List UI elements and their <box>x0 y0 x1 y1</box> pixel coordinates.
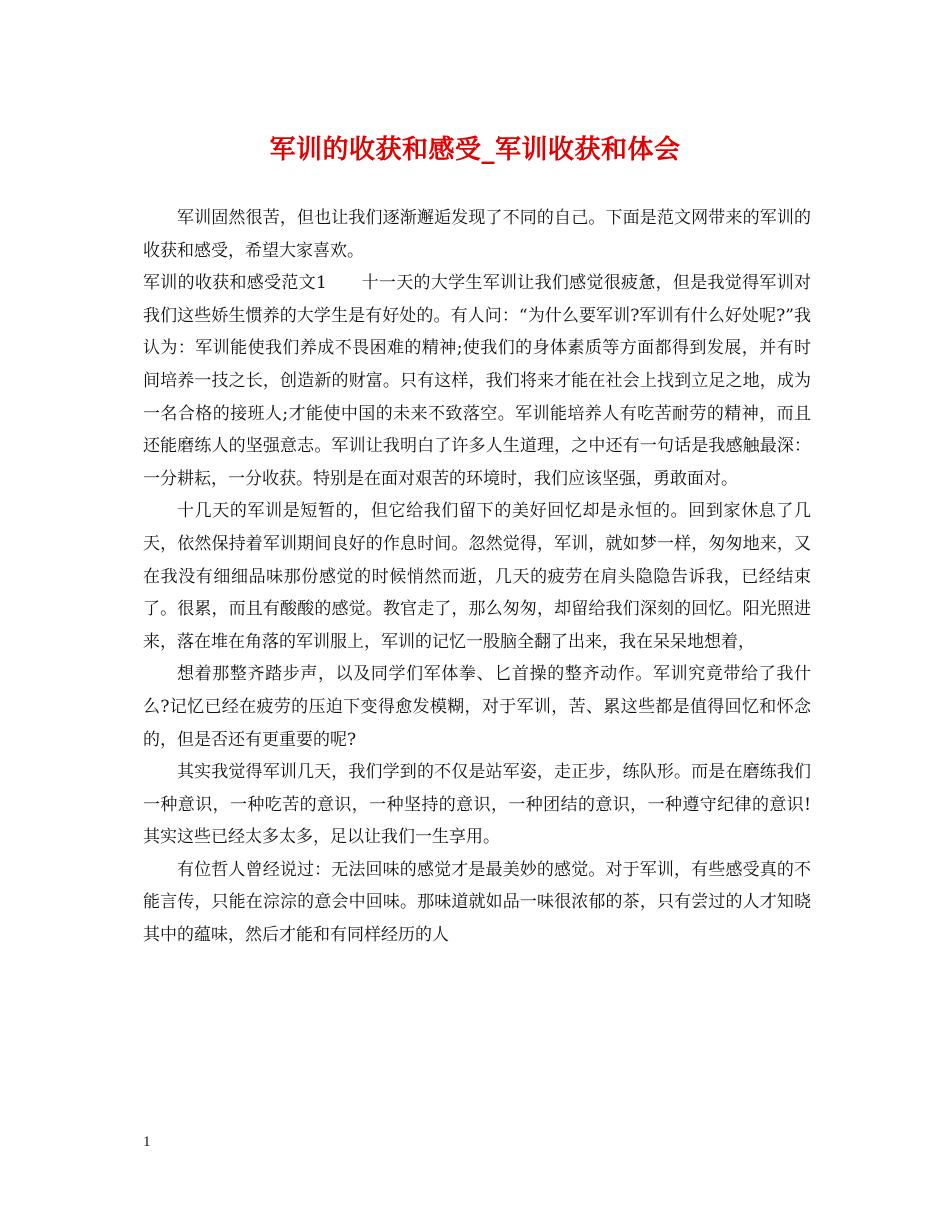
paragraph-4: 想着那整齐踏步声，以及同学们军体拳、匕首操的整齐动作。军训究竟带给了我什么?记忆已经在疲劳的压迫下变得愈发模糊，对于军训，苦、累这些都是值得回忆和怀念的，但是否还有更重要的呢? <box>143 664 811 750</box>
paragraph-3: 十几天的军训是短暂的，但它给我们留下的美好回忆却是永恒的。回到家休息了几天，依然保持着军训期间良好的作息时间。忽然觉得，军训，就如梦一样，匆匆地来，又在我没有细细品味那份感觉的时候悄然而逝，几天的疲劳在肩头隐隐告诉我，已经结束了。很累，而且有酸酸的感觉。教官走了，那么匆匆，却留给我们深刻的回忆。阳光照进来，落在堆在角落的军训服上，军训的记忆一股脑全翻了出来，我在呆呆地想着， <box>143 501 811 652</box>
paragraph-6: 有位哲人曾经说过：无法回味的感觉才是最美妙的感觉。对于军训，有些感受真的不能言传，只能在淙淙的意会中回味。那味道就如品一味很浓郁的茶，只有尝过的人才知晓其中的蕴味，然后才能和有同样经历的人 <box>143 859 811 946</box>
paragraph-2: 军训的收获和感受范文1 十一天的大学生军训让我们感觉很疲惫，但是我觉得军训对我们这些娇生惯养的大学生是有好处的。有人问：“为什么要军训?军训有什么好处呢?”我认为：军训能使我们养成不畏困难的精神;使我们的身体素质等方面都得到发展，并有时间培养一技之长，创造新的财富。只有这样，我们将来才能在社会上找到立足之地，成为一名合格的接班人;才能使中国的未来不致落空。军训能培养人有吃苦耐劳的精神，而且还能磨练人的坚强意志。军训让我明白了许多人生道理，之中还有一句话是我感触最深：一分耕耘，一分收获。特别是在面对艰苦的环境时，我们应该坚强，勇敢面对。 <box>143 273 811 489</box>
paragraph-5: 其实我觉得军训几天，我们学到的不仅是站军姿，走正步，练队形。而是在磨练我们一种意识，一种吃苦的意识，一种坚持的意识，一种团结的意识，一种遵守纪律的意识!其实这些已经太多太多，足以让我们一生享用。 <box>143 762 811 848</box>
document-body <box>143 202 811 952</box>
document-title: 军训的收获和感受_军训收获和体会 <box>269 135 681 165</box>
page-number: 1 <box>143 1134 151 1150</box>
paragraph-1: 军训固然很苦，但也让我们逐渐邂逅发现了不同的自己。下面是范文网带来的军训的收获和感受，希望大家喜欢。 <box>143 208 811 261</box>
